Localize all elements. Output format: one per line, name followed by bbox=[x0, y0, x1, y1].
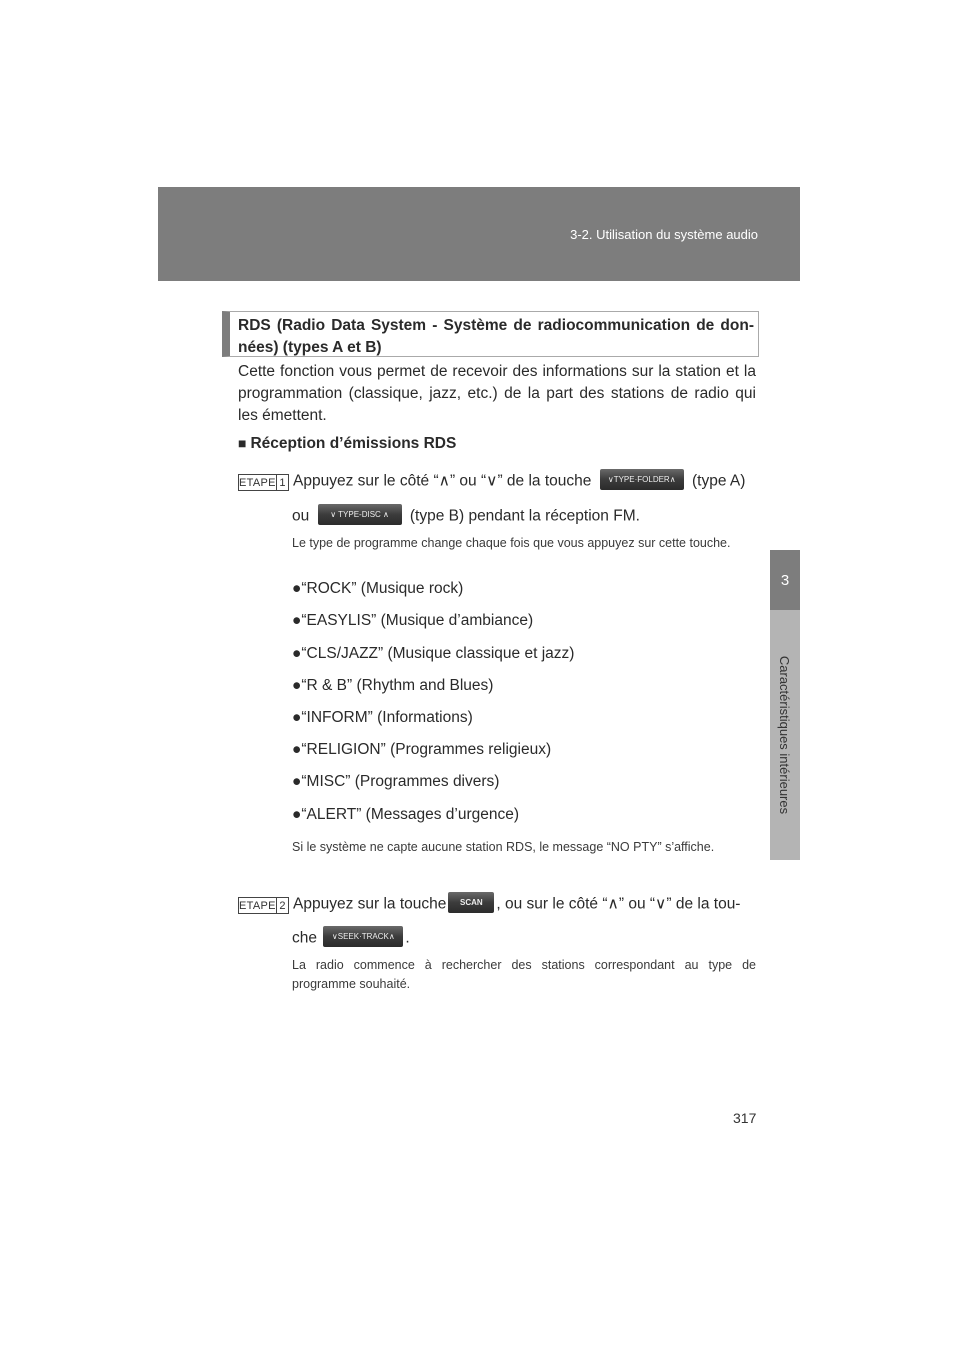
intro-paragraph: Cette fonction vous permet de recevoir des informations sur la station et la programmation (classique, jazz, etc.) de la part des stations de radio qui les émettent. bbox=[238, 363, 756, 424]
step-1-line-2 bbox=[292, 506, 640, 527]
step-badge-2 bbox=[238, 897, 289, 914]
list-item: ●“RELIGION” (Programmes religieux) bbox=[292, 741, 552, 758]
list-item: ●“ROCK” (Musique rock) bbox=[292, 580, 464, 597]
step-2-line-1 bbox=[293, 894, 740, 915]
step-badge-1 bbox=[238, 474, 289, 491]
type-disc-button-icon: ∨ TYPE-DISC ∧ bbox=[318, 504, 402, 525]
step-badge-number: 1 bbox=[276, 475, 288, 490]
square-bullet-icon: ■ bbox=[238, 435, 247, 451]
step-badge-label: ETAPE bbox=[239, 899, 276, 912]
list-item: ●“EASYLIS” (Musique d’ambiance) bbox=[292, 612, 534, 629]
list-item: ●“ALERT” (Messages d’urgence) bbox=[292, 806, 520, 823]
list-item: ●“CLS/JAZZ” (Musique classique et jazz) bbox=[292, 645, 575, 662]
subheading bbox=[238, 435, 456, 453]
list-item: ●“MISC” (Programmes divers) bbox=[292, 773, 500, 790]
list-item: ●“INFORM” (Informations) bbox=[292, 709, 473, 726]
subheading-text: Réception d’émissions RDS bbox=[250, 435, 457, 452]
no-pty-note: Si le système ne capte aucune station RDS, le message “NO PTY” s’affiche. bbox=[292, 840, 715, 854]
step-2-line-2 bbox=[292, 928, 410, 949]
step-badge-label: ETAPE bbox=[239, 476, 276, 489]
chapter-number-tab: 3 bbox=[770, 550, 800, 610]
scan-button-icon: SCAN bbox=[448, 892, 494, 913]
section-title: RDS (Radio Data System - Système de radiocommunication de don-nées) (types A et B) bbox=[222, 311, 759, 357]
seek-track-button-icon: ∨SEEK·TRACK∧ bbox=[323, 926, 403, 947]
step-1-text-b: (type A) bbox=[692, 472, 746, 490]
chapter-tab-label: Caractéristiques intérieures bbox=[777, 655, 793, 815]
step-2-text-a: Appuyez sur la touche bbox=[293, 895, 447, 913]
list-item: ●“R & B” (Rhythm and Blues) bbox=[292, 677, 494, 694]
step-2-text-d: . bbox=[405, 929, 410, 947]
step-1-text-d: (type B) pendant la réception FM. bbox=[409, 507, 640, 525]
header-bar bbox=[158, 187, 800, 281]
chapter-tab bbox=[770, 610, 800, 860]
step-badge-number: 2 bbox=[276, 898, 288, 913]
step-1-line-1 bbox=[293, 471, 745, 492]
type-folder-button-icon: ∨TYPE·FOLDER∧ bbox=[600, 469, 684, 490]
step-2-text-c: che bbox=[292, 929, 317, 947]
step-2-text-b: , ou sur le côté “∧” ou “∨” de la tou- bbox=[496, 895, 741, 913]
step-1-text-a: Appuyez sur le côté “∧” ou “∨” de la touche bbox=[293, 472, 592, 490]
step-1-note: Le type de programme change chaque fois que vous appuyez sur cette touche. bbox=[292, 536, 731, 550]
step-1-text-c: ou bbox=[292, 507, 310, 525]
page-number: 317 bbox=[733, 1110, 757, 1126]
step-2-note: La radio commence à rechercher des stations correspondant au type de programme souhaité. bbox=[292, 958, 756, 991]
section-header: 3-2. Utilisation du système audio bbox=[570, 227, 758, 242]
